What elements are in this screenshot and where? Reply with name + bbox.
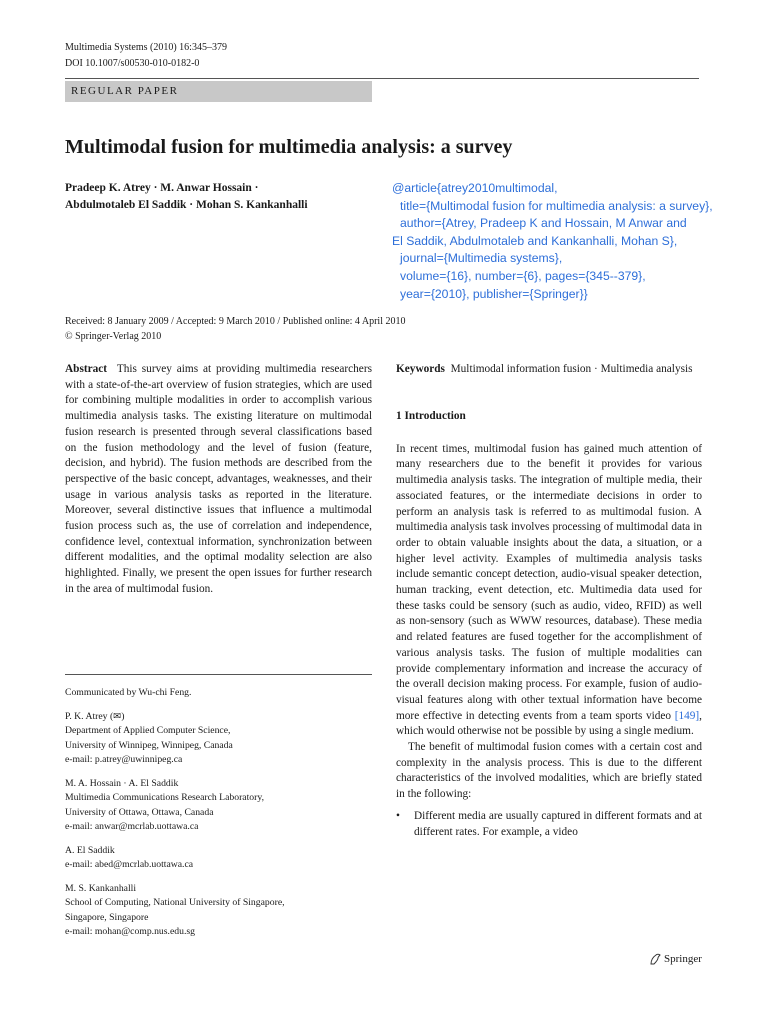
bibtex-line: year={2010}, publisher={Springer}} xyxy=(400,286,588,301)
affiliation-hossain xyxy=(65,777,372,835)
affiliation-kankanhalli xyxy=(65,882,372,940)
abstract-paragraph xyxy=(65,362,372,598)
affiliation-name: M. A. Hossain · A. El Saddik xyxy=(65,777,179,789)
affiliation-name: M. S. Kankanhalli xyxy=(65,882,137,894)
bibtex-line: journal={Multimedia systems}, xyxy=(400,251,563,266)
affiliation-elsaddik xyxy=(65,844,372,873)
communicated-by: Communicated by Wu-chi Feng. xyxy=(65,687,192,698)
abstract-text: This survey aims at providing multimedia researchers with a state-of-the-art overview of fusion strategies, which are used for combining multiple modalities in order to accomplish various multimedia analysis tasks. The existing literature on multimodal fusion research is presented through several classifications based on the fusion methodology and the level of fusion (feature, decision, and hybrid). The fusion methods are described from the perspective of the basic concept, advantages, weaknesses, and their usage in various analysis tasks as reported in the literature. Moreover, several distinctive issues that influence a multimodal fusion process such as, the use of correlation and independence, confidence level, contextual information, synchronization between different modalities, and the optimal modality selection are also highlighted. Finally, we present the open issues for further research in the area of multimodal fusion. xyxy=(65,363,372,595)
affiliation-univ: University of Ottawa, Ottawa, Canada xyxy=(65,806,214,818)
paper-title: Multimodal fusion for multimedia analysis: a survey xyxy=(65,136,513,158)
bullet-icon: • xyxy=(396,809,400,822)
affiliation-name: P. K. Atrey (✉) xyxy=(65,710,125,722)
publisher-logo xyxy=(648,952,702,966)
bibtex-line: author={Atrey, Pradeep K and Hossain, M Anwar and xyxy=(400,216,687,231)
section-heading-introduction: 1 Introduction xyxy=(396,409,466,422)
affiliation-dept: School of Computing, National University of Singapore, xyxy=(65,897,285,908)
bibtex-line: @article{atrey2010multimodal, xyxy=(392,181,558,195)
publication-dates xyxy=(65,314,406,344)
journal-info xyxy=(65,40,227,72)
bullet-item xyxy=(396,809,702,840)
bibtex-line: El Saddik, Abdulmotaleb and Kankanhalli, Mohan S}, xyxy=(392,233,678,248)
bullet-text: Different media are usually captured in different formats and at different rates. For example, a video xyxy=(414,809,702,838)
author-list xyxy=(65,180,370,214)
intro-paragraph-2: The benefit of multimodal fusion comes with a certain cost and complexity in the analysis process. This is due to the different characteristics of the involved modalities, which are briefly stated in the following: xyxy=(396,741,702,801)
affiliation-email[interactable]: e-mail: anwar@mcrlab.uottawa.ca xyxy=(65,821,199,832)
right-column xyxy=(396,362,702,840)
affiliation-atrey xyxy=(65,710,372,768)
header-rule xyxy=(65,78,699,79)
bibtex-line: volume={16}, number={6}, pages={345--379}, xyxy=(400,268,646,283)
footnote-rule xyxy=(65,674,372,675)
affiliation-email[interactable]: e-mail: abed@mcrlab.uottawa.ca xyxy=(65,859,194,870)
affiliation-univ: Singapore, Singapore xyxy=(65,911,149,923)
affiliation-univ: University of Winnipeg, Winnipeg, Canada xyxy=(65,739,233,751)
copyright-line: © Springer-Verlag 2010 xyxy=(65,331,162,342)
bibtex-line: title={Multimodal fusion for multimedia analysis: a survey}, xyxy=(400,198,713,213)
keywords-label: Keywords xyxy=(396,363,445,375)
intro-paragraph-1: In recent times, multimodal fusion has gained much attention of many researchers due to the benefit it provides for various multimedia analysis tasks. The integration of multiple media, their associated features, or the intermediate decisions in order to perform an analysis task is referred to as multimodal fusion. A multimedia analysis task involves processing of multimodal data in order to obtain valuable insights about the data, a situation, or a higher level activity. Examples of multimedia analysis tasks include semantic concept detection, audio-visual speaker detection, human tracking, event detection, etc. Multimedia data used for these tasks could be sensory (such as audio, video, RFID) as well as non-sensory (such as WWW resources, database). These media and related features are fused together for the accomplishment of various analysis tasks. The fusion of multiple modalities can provide complementary information and increase the accuracy of the overall decision making process. For example, fusion of audio-visual features along with other textual information have become more effective in detecting events from a team sports video [149], which would otherwise not be possible by using a single medium. xyxy=(396,442,702,738)
springer-horse-icon xyxy=(648,952,662,966)
author-line: Abdulmotaleb El Saddik · Mohan S. Kankanhalli xyxy=(65,199,308,211)
citation-link[interactable]: [149] xyxy=(674,709,700,722)
affiliation-name: A. El Saddik xyxy=(65,844,115,856)
author-line: Pradeep K. Atrey · M. Anwar Hossain · xyxy=(65,182,259,194)
abstract-label: Abstract xyxy=(65,363,108,375)
author-footnotes xyxy=(65,686,372,949)
bibtex-citation[interactable] xyxy=(392,180,742,303)
keywords-text: Multimodal information fusion · Multimedia analysis xyxy=(450,363,693,375)
affiliation-dept: Department of Applied Computer Science, xyxy=(65,725,231,736)
publisher-name: Springer xyxy=(664,953,702,965)
doi: DOI 10.1007/s00530-010-0182-0 xyxy=(65,58,200,69)
paper-type-banner: REGULAR PAPER xyxy=(65,81,372,102)
dates-line: Received: 8 January 2009 / Accepted: 9 March 2010 / Published online: 4 April 2010 xyxy=(65,316,406,327)
affiliation-dept: Multimedia Communications Research Laboratory, xyxy=(65,792,264,803)
affiliation-email[interactable]: e-mail: mohan@comp.nus.edu.sg xyxy=(65,926,195,937)
journal-citation: Multimedia Systems (2010) 16:345–379 xyxy=(65,42,227,53)
keywords-paragraph xyxy=(396,362,702,378)
affiliation-email[interactable]: e-mail: p.atrey@uwinnipeg.ca xyxy=(65,754,183,765)
abstract-section xyxy=(65,362,372,598)
